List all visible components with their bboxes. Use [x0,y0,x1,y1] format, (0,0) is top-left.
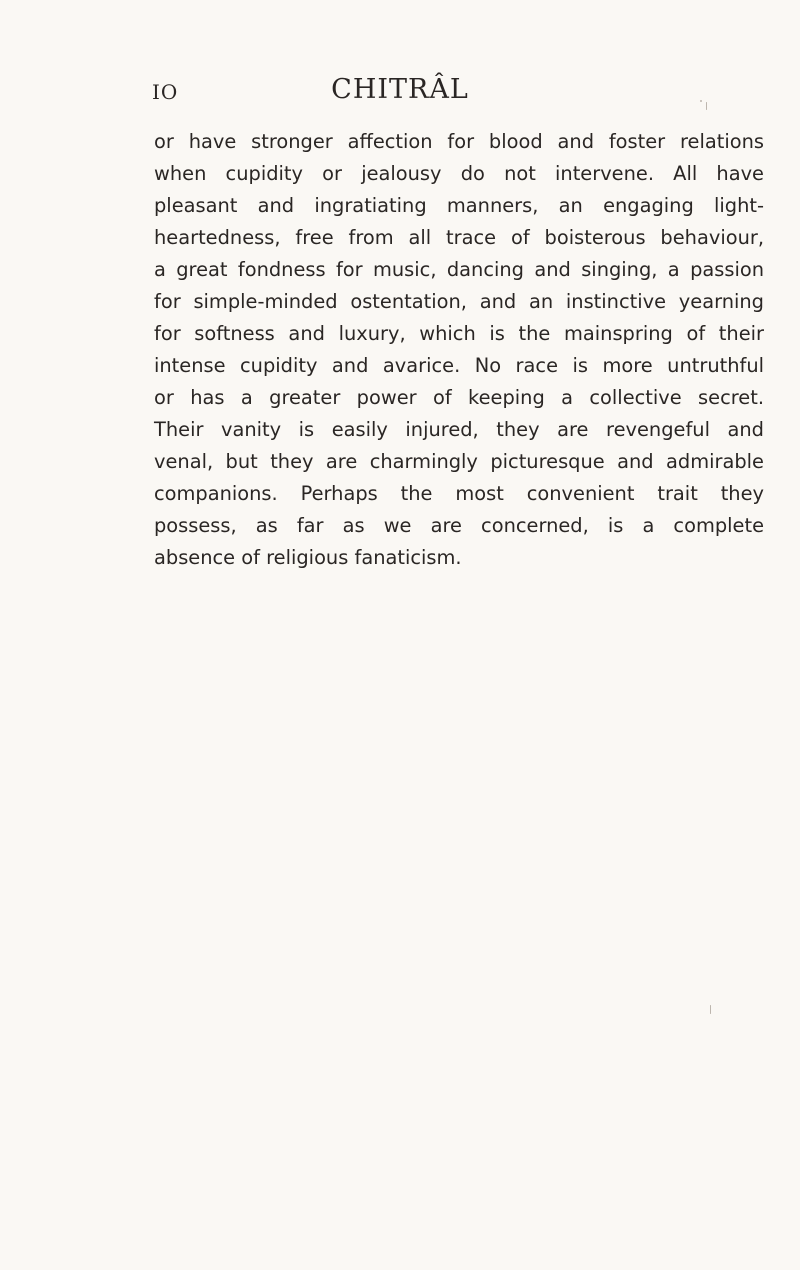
running-head [0,74,800,114]
text-line: Their vanity is easily injured, they are revengeful and [154,418,764,441]
paper-speck [710,1005,711,1014]
text-line: pleasant and ingratiating manners, an engaging light- [154,194,764,217]
text-line: or has a greater power of keeping a collective secret. [154,386,764,409]
text-line: for simple-minded ostentation, and an instinctive yearning [154,290,764,313]
paper-speck [706,102,707,110]
text-line: heartedness, free from all trace of boisterous behaviour, [154,226,764,249]
text-line: venal, but they are charmingly picturesque and admirable [154,450,764,473]
text-line: intense cupidity and avarice. No race is more untruthful [154,354,764,377]
text-line: when cupidity or jealousy do not intervene. All have [154,162,764,185]
page-number: IO [152,80,179,104]
text-line: absence of religious fanaticism. [154,546,462,569]
text-line: possess, as far as we are concerned, is a complete [154,514,764,537]
paper-speck [700,100,702,102]
body-paragraph [154,126,764,574]
text-line: companions. Perhaps the most convenient trait they [154,482,764,505]
text-line: for softness and luxury, which is the mainspring of their [154,322,764,345]
text-line: a great fondness for music, dancing and singing, a passion [154,258,764,281]
running-title: CHITRÂL [331,74,469,105]
text-line: or have stronger affection for blood and foster relations [154,130,764,153]
